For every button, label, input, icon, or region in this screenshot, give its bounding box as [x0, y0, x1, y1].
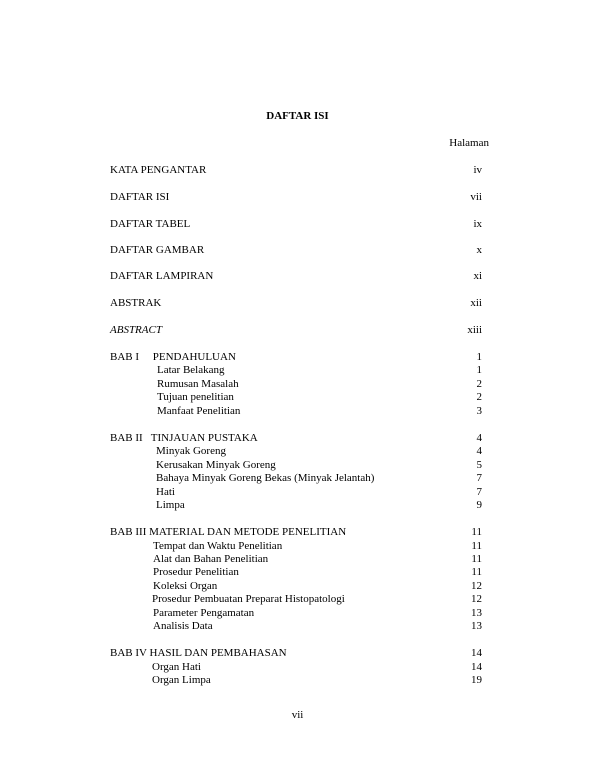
section-page: 9 — [476, 499, 482, 511]
section-label: Minyak Goreng — [156, 445, 226, 457]
chapter-page: 1 — [476, 351, 482, 363]
section-page: 1 — [476, 364, 482, 376]
toc-entry-page: vii — [470, 191, 482, 203]
section-page: 11 — [471, 566, 482, 578]
section-page: 2 — [476, 391, 482, 403]
section-page: 14 — [471, 661, 482, 673]
section-page: 3 — [476, 405, 482, 417]
toc-entry-label: ABSTRAK — [110, 297, 162, 309]
section-page: 4 — [476, 445, 482, 457]
section-page: 2 — [476, 378, 482, 390]
toc-entry-page: xii — [470, 297, 482, 309]
section-label: Alat dan Bahan Penelitian — [153, 553, 269, 565]
section-label: Tempat dan Waktu Penelitian — [153, 540, 283, 552]
section-label: Bahaya Minyak Goreng Bekas (Minyak Jelantah) — [156, 472, 375, 484]
chapter-page: 4 — [476, 432, 482, 444]
section-page: 11 — [471, 540, 482, 552]
section-label: Hati — [156, 486, 175, 498]
toc-entry-label: DAFTAR TABEL — [110, 218, 191, 230]
section-label: Tujuan penelitian — [157, 391, 234, 403]
section-label: Parameter Pengamatan — [153, 607, 255, 619]
toc-entry-label: DAFTAR LAMPIRAN — [110, 270, 214, 282]
section-label: Latar Belakang — [157, 364, 225, 376]
section-label: Kerusakan Minyak Goreng — [156, 459, 276, 471]
section-page: 5 — [476, 459, 482, 471]
section-label: Prosedur Penelitian — [153, 566, 239, 578]
section-label: Koleksi Organ — [153, 580, 218, 592]
toc-entry-label: DAFTAR GAMBAR — [110, 244, 205, 256]
section-page: 12 — [471, 593, 482, 605]
section-label: Organ Limpa — [152, 674, 211, 686]
toc-entry-page: iv — [473, 164, 482, 176]
section-page: 13 — [471, 620, 482, 632]
section-label: Limpa — [156, 499, 185, 511]
section-page: 12 — [471, 580, 482, 592]
page-column-header: Halaman — [449, 137, 489, 149]
section-page: 19 — [471, 674, 482, 686]
toc-entry-label: KATA PENGANTAR — [110, 164, 207, 176]
section-page: 7 — [476, 472, 482, 484]
chapter-heading: BAB IV HASIL DAN PEMBAHASAN — [110, 647, 287, 659]
page-title: DAFTAR ISI — [266, 110, 329, 122]
page-number: vii — [291, 709, 304, 721]
toc-entry-label: ABSTRACT — [110, 324, 162, 336]
section-label: Organ Hati — [152, 661, 201, 673]
toc-entry-page: x — [476, 244, 482, 256]
chapter-heading: BAB III MATERIAL DAN METODE PENELITIAN — [110, 526, 347, 538]
toc-entry-page: ix — [473, 218, 482, 230]
chapter-page: 11 — [471, 526, 482, 538]
section-label: Analisis Data — [153, 620, 213, 632]
toc-entry-page: xi — [473, 270, 482, 282]
chapter-heading: BAB II TINJAUAN PUSTAKA — [110, 432, 258, 444]
toc-entry-page: xiii — [467, 324, 482, 336]
section-label: Manfaat Penelitian — [157, 405, 241, 417]
section-page: 13 — [471, 607, 482, 619]
chapter-page: 14 — [471, 647, 482, 659]
chapter-heading: BAB I PENDAHULUAN — [110, 351, 236, 363]
section-page: 11 — [471, 553, 482, 565]
toc-entry-label: DAFTAR ISI — [110, 191, 170, 203]
section-label: Rumusan Masalah — [157, 378, 239, 390]
section-label: Prosedur Pembuatan Preparat Histopatologi — [152, 593, 345, 605]
section-page: 7 — [476, 486, 482, 498]
